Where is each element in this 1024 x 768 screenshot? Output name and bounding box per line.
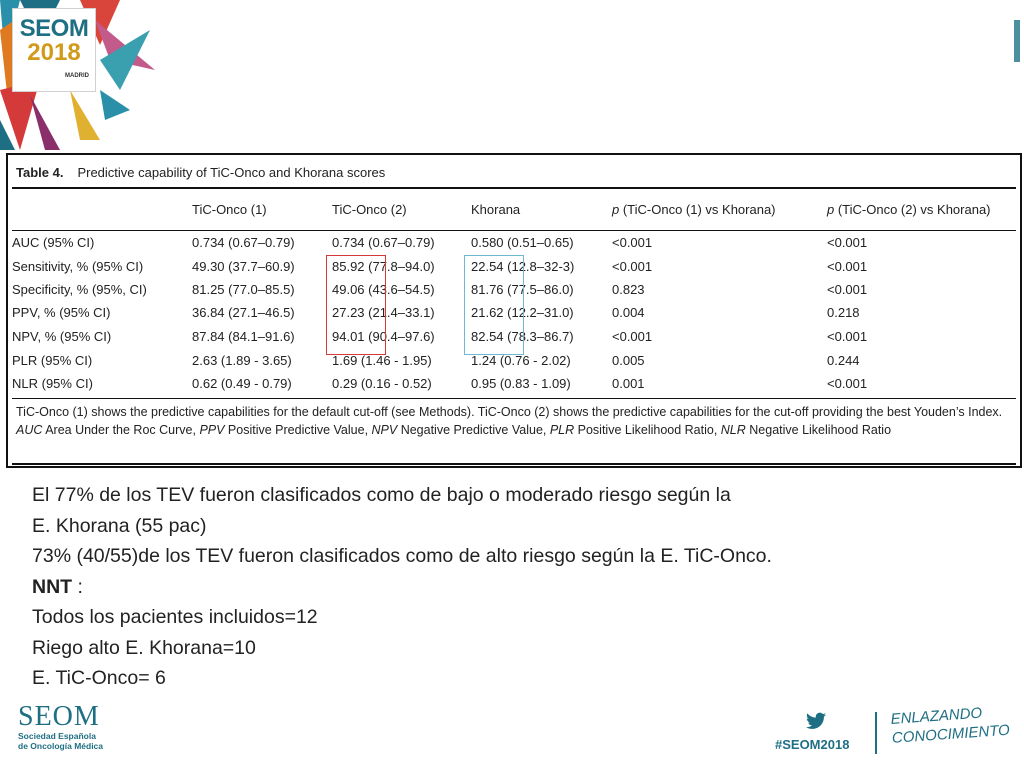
row-label: Sensitivity, % (95% CI)	[12, 259, 144, 274]
slide-body-text	[32, 480, 772, 694]
body-line: E. Khorana (55 pac)	[32, 514, 207, 537]
footnote-text: TiC-Onco (1) shows the predictive capabilities for the default cut-off (see Methods). TiC-Onco (2) shows the predictive capabilities for the cut-off providing the best Youden’s Index.	[16, 405, 1003, 419]
logo-city-text: MADRID	[65, 73, 89, 79]
table-cell: 81.76 (77.5–86.0)	[471, 282, 574, 297]
body-line: El 77% de los TEV fueron clasificados como de bajo o moderado riesgo según la	[32, 484, 731, 506]
nnt-label: NNT	[32, 575, 73, 598]
table-cell: 0.29 (0.16 - 0.52)	[332, 376, 432, 391]
table-cell: <0.001	[827, 376, 868, 391]
table-cell: 0.004	[612, 305, 645, 320]
table-footnote	[16, 403, 1012, 439]
highlight-box-khorana	[464, 255, 524, 355]
table-cell: 36.84 (27.1–46.5)	[192, 305, 295, 320]
nnt-colon: :	[72, 575, 83, 598]
table-cell: 82.54 (78.3–86.7)	[471, 329, 574, 344]
logo-year-text: 2018	[27, 39, 81, 66]
footnote-abbr: AUC	[16, 423, 43, 437]
footnote-abbr: NLR	[720, 423, 746, 437]
table-cell: 1.24 (0.76 - 2.02)	[471, 353, 571, 368]
p-symbol: p	[612, 202, 620, 217]
seom-brand-name: SEOM	[18, 701, 100, 732]
footnote-text: Positive Likelihood Ratio,	[574, 423, 721, 437]
table-cell: 49.30 (37.7–60.9)	[192, 259, 295, 274]
body-line: Todos los pacientes incluidos=12	[32, 606, 318, 628]
table-cell: 0.001	[612, 376, 645, 391]
table-cell: 0.62 (0.49 - 0.79)	[192, 376, 292, 391]
header-ticonco-2: TiC-Onco (2)	[332, 202, 407, 217]
twitter-icon	[806, 712, 826, 730]
seom-brand-sub2: de Oncología Médica	[18, 741, 104, 751]
table-cell: <0.001	[827, 329, 868, 344]
table-label: Table 4.	[16, 165, 64, 180]
table-cell: <0.001	[827, 282, 868, 297]
row-label: NPV, % (95% CI)	[12, 329, 112, 344]
table-cell: 85.92 (77.8–94.0)	[332, 259, 435, 274]
table-cell: 87.84 (84.1–91.6)	[192, 329, 295, 344]
table-cell: 21.62 (12.2–31.0)	[471, 305, 574, 320]
table-cell: 0.734 (0.67–0.79)	[332, 235, 435, 250]
table-cell: 1.69 (1.46 - 1.95)	[332, 353, 432, 368]
body-line: Riego alto E. Khorana=10	[32, 636, 256, 659]
body-line: E. TiC-Onco= 6	[32, 667, 166, 689]
table-cell: 22.54 (12.8–32-3)	[471, 259, 575, 274]
header-p-2-vs-khorana: p (TiC-Onco (2) vs Khorana)	[827, 202, 991, 217]
corner-accent-line	[1014, 20, 1020, 62]
table-cell: 27.23 (21.4–33.1)	[332, 305, 435, 320]
slogan-line1: ENLAZANDO	[890, 704, 983, 728]
footnote-text: Positive Predictive Value,	[224, 423, 372, 437]
footnote-text: Area Under the Roc Curve,	[42, 423, 200, 437]
table-bottom-rule	[12, 398, 1016, 399]
table-cell: <0.001	[827, 259, 868, 274]
table-cell: 0.734 (0.67–0.79)	[192, 235, 295, 250]
row-label: AUC (95% CI)	[12, 235, 95, 250]
footnote-text: Negative Predictive Value,	[397, 423, 550, 437]
table-cell: 2.63 (1.89 - 3.65)	[192, 353, 292, 368]
table-cell: <0.001	[827, 235, 868, 250]
table-cell: <0.001	[612, 235, 653, 250]
row-label: Specificity, % (95%, CI)	[12, 282, 147, 297]
row-label: PLR (95% CI)	[12, 353, 93, 368]
header-khorana: Khorana	[471, 202, 521, 217]
header-p-1-vs-khorana: p (TiC-Onco (1) vs Khorana)	[612, 202, 776, 217]
table-cell: 81.25 (77.0–85.5)	[192, 282, 295, 297]
table-cell: 49.06 (43.6–54.5)	[332, 282, 435, 297]
table-cell: 94.01 (90.4–97.6)	[332, 329, 435, 344]
table-cell: 0.580 (0.51–0.65)	[471, 235, 574, 250]
table-cell: 0.005	[612, 353, 645, 368]
row-label: PPV, % (95% CI)	[12, 305, 111, 320]
table-cell: 0.218	[827, 305, 860, 320]
table-cell: <0.001	[612, 259, 653, 274]
footnote-abbr: NPV	[371, 423, 398, 437]
slogan-line2: CONOCIMIENTO	[891, 721, 1011, 747]
footnote-text: Negative Likelihood Ratio	[745, 423, 892, 437]
table-top-rule	[12, 187, 1016, 189]
footnote-abbr: PPV	[199, 423, 225, 437]
seom-brand-sub1: Sociedad Española	[18, 731, 96, 741]
footer-divider	[875, 712, 877, 754]
table-cell: 0.95 (0.83 - 1.09)	[471, 376, 571, 391]
body-line: 73% (40/55)de los TEV fueron clasificados como de alto riesgo según la E. TiC-Onco.	[32, 545, 772, 567]
seom-society-logo	[18, 703, 103, 751]
slogan-enlazando-conocimiento	[890, 702, 1010, 748]
header-ticonco-1: TiC-Onco (1)	[192, 202, 267, 217]
table-4-figure	[6, 153, 1022, 468]
table-cell: 0.823	[612, 282, 645, 297]
row-label: NLR (95% CI)	[12, 376, 93, 391]
table-cell: <0.001	[612, 329, 653, 344]
nnt-line	[32, 572, 772, 603]
hashtag-seom2018: #SEOM2018	[775, 737, 850, 752]
table-cell: 0.244	[827, 353, 860, 368]
logo-seom-text: SEOM	[19, 15, 89, 42]
seom-2018-logo	[0, 0, 160, 150]
table-header-rule	[12, 230, 1016, 231]
table-end-rule	[12, 463, 1016, 465]
p-symbol: p	[827, 202, 835, 217]
highlight-box-ticonco-2	[326, 255, 386, 355]
table-title	[16, 165, 385, 180]
table-title-text: Predictive capability of TiC-Onco and Khorana scores	[77, 165, 386, 180]
footnote-abbr: PLR	[549, 423, 575, 437]
logo-box	[12, 8, 96, 92]
